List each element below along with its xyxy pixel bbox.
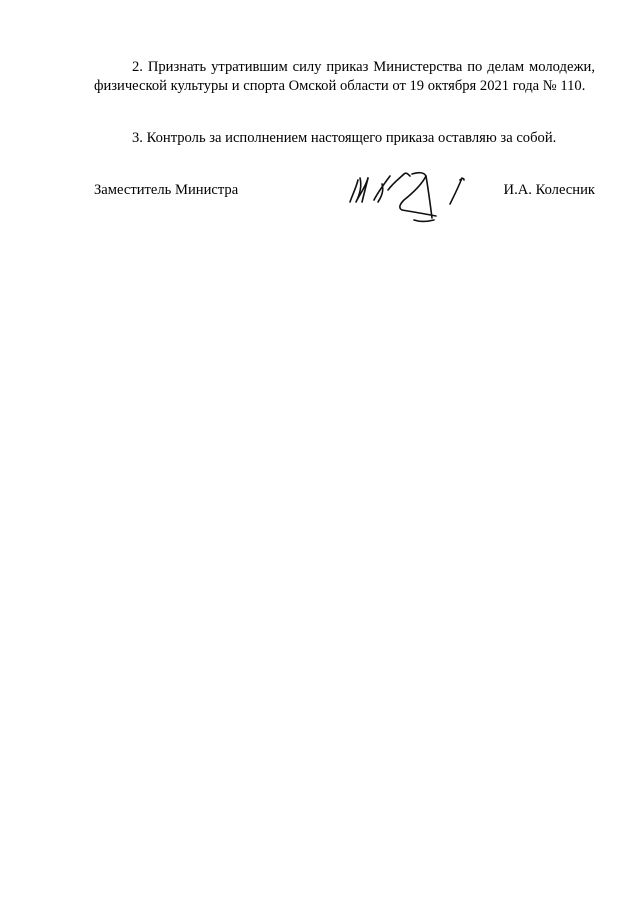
signer-name: И.А. Колесник <box>503 182 595 198</box>
signer-position-title: Заместитель Министра <box>94 182 239 198</box>
paragraph-3-text: 3. Контроль за исполнением настоящего приказа оставляю за собой. <box>132 130 557 146</box>
handwritten-signature-icon <box>344 160 484 226</box>
paragraph-2 <box>94 58 595 96</box>
paragraph-2-text: 2. Признать утратившим силу приказ Министерства по делам молодежи, физической культуры и спорта Омской области от 19 октября 2021 года № 110. <box>94 59 595 94</box>
paragraph-3 <box>94 129 595 148</box>
